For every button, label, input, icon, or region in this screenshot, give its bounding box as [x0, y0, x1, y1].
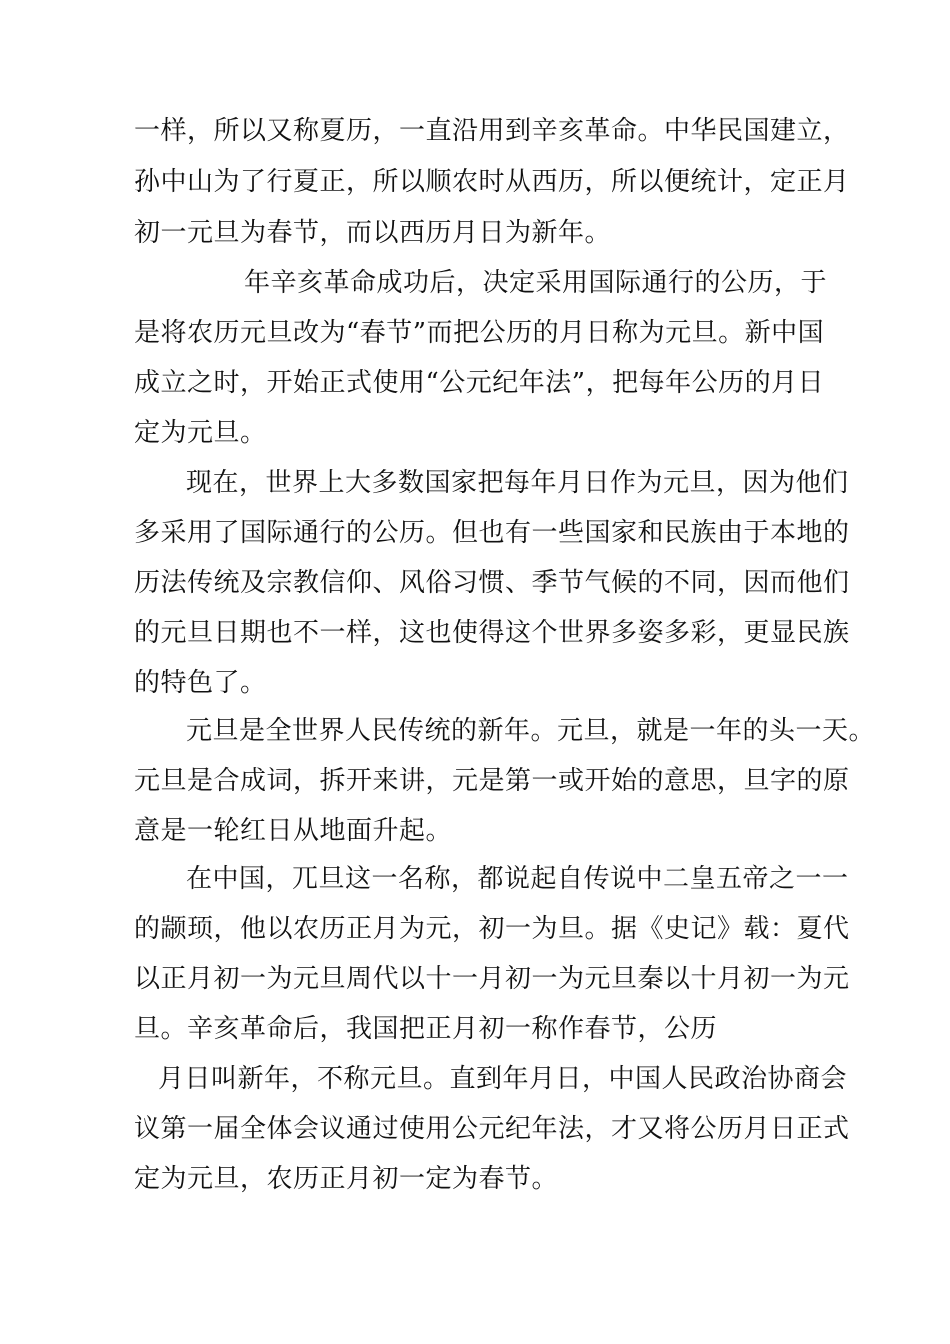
text-line: 定为元旦。 — [134, 418, 267, 448]
text-line: 以正月初一为元旦周代以十一月初一为元旦秦以十月初一为元 — [134, 964, 850, 994]
text-line: 成立之时，开始正式使用“公元纪年法”，把每年公历的月日 — [134, 368, 825, 398]
text-line: 现在，世界上大多数国家把每年月日作为元旦，因为他们 — [186, 468, 849, 498]
text-line: 议第一届全体会议通过使用公元纪年法，才又将公历月日正式 — [134, 1114, 850, 1144]
text-line: 一样，所以又称夏历，一直沿用到辛亥革命。中华民国建立， — [134, 116, 850, 146]
text-line: 的元旦日期也不一样，这也使得这个世界多姿多彩，更显民族 — [134, 618, 850, 648]
text-line: 在中国，兀旦这一名称，都说起自传说中二皇五帝之一一 — [186, 864, 849, 894]
text-line: 的颛顼，他以农历正月为元，初一为旦。据《史记》载：夏代 — [134, 914, 850, 944]
text-line: 多采用了国际通行的公历。但也有一些国家和民族由于本地的 — [134, 518, 850, 548]
text-line: 定为元旦，农历正月初一定为春节。 — [134, 1164, 559, 1194]
text-line: 年辛亥革命成功后，决定采用国际通行的公历，于 — [244, 268, 828, 298]
text-line: 元旦是全世界人民传统的新年。元旦，就是一年的头一天。 — [186, 716, 876, 746]
text-line: 孙中山为了行夏正，所以顺农时从西历，所以便统计，定正月 — [134, 167, 850, 197]
text-line: 月日叫新年，不称元旦。直到年月日，中国人民政治协商会 — [158, 1064, 848, 1094]
text-line: 意是一轮红日从地面升起。 — [134, 816, 453, 846]
text-line: 元旦是合成词，拆开来讲，元是第一或开始的意思，旦字的原 — [134, 766, 850, 796]
text-line: 旦。辛亥革命后，我国把正月初一称作春节，公历 — [134, 1014, 718, 1044]
text-line: 是将农历元旦改为“春节”而把公历的月日称为元旦。新中国 — [134, 318, 825, 348]
text-line: 初一元旦为春节，而以西历月日为新年。 — [134, 218, 612, 248]
text-line: 历法传统及宗教信仰、风俗习惯、季节气候的不同，因而他们 — [134, 568, 850, 598]
text-line: 的特色了。 — [134, 668, 267, 698]
